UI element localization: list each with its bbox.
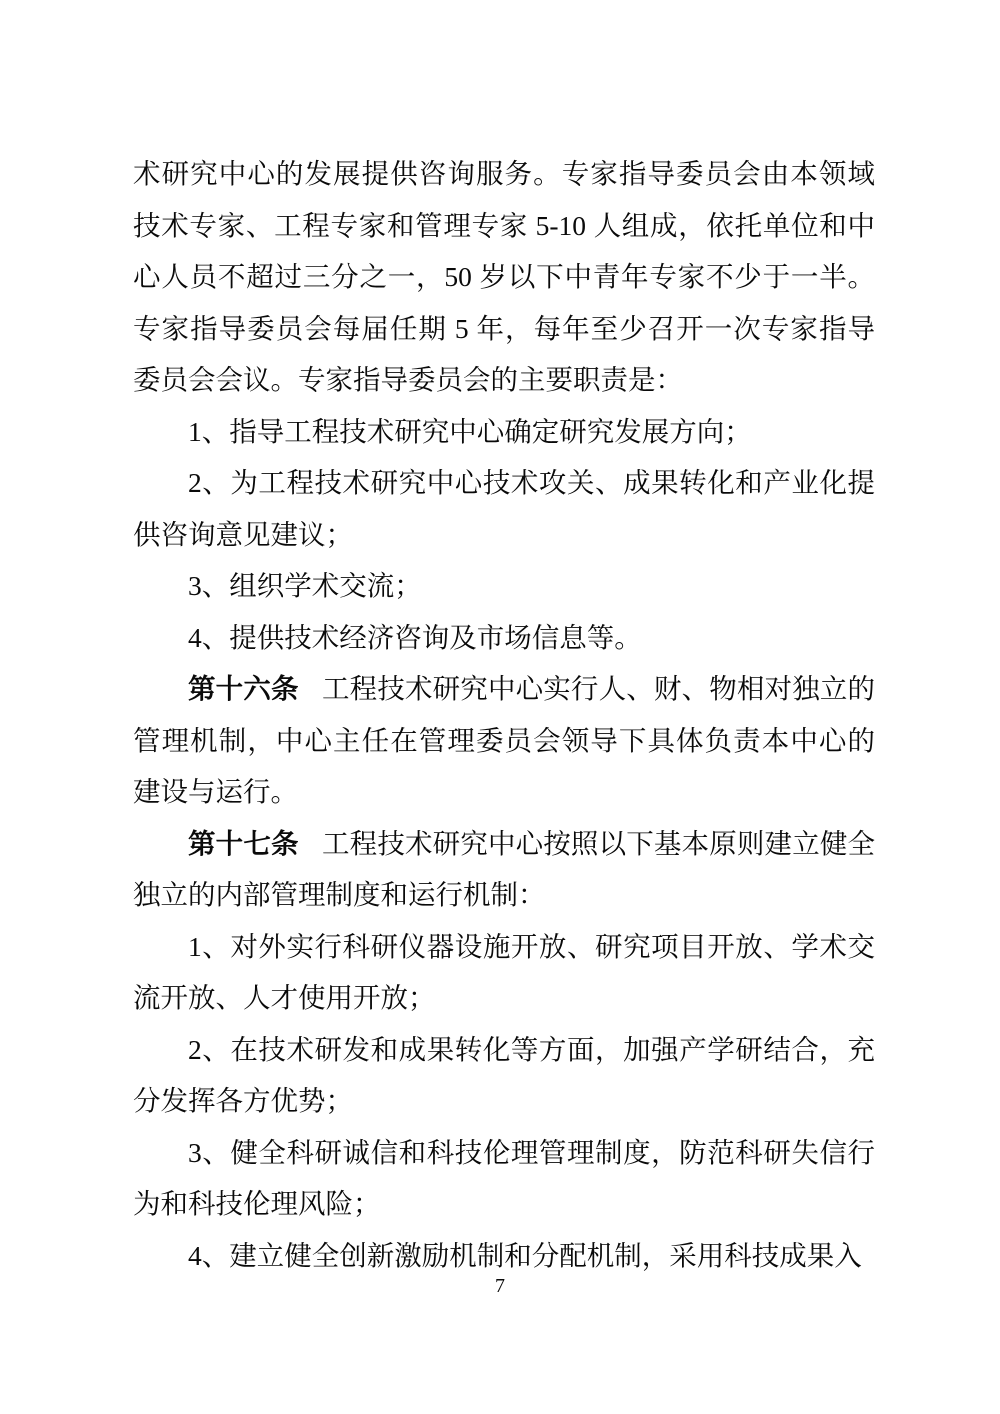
list-item-6: 2、在技术研发和成果转化等方面，加强产学研结合，充分发挥各方优势； — [133, 1033, 875, 1116]
list-item-8: 4、建立健全创新激励机制和分配机制，采用科技成果入 — [188, 1239, 862, 1271]
document-body — [133, 148, 875, 1281]
list-item-2: 2、为工程技术研究中心技术攻关、成果转化和产业化提供咨询意见建议； — [133, 467, 875, 550]
article-16-heading: 第十六条 — [188, 673, 299, 704]
article-17-text: 工程技术研究中心按照以下基本原则建立健全独立的内部管理制度和运行机制： — [133, 827, 876, 910]
list-item-3: 3、组织学术交流； — [188, 570, 422, 601]
list-item-4: 4、提供技术经济咨询及市场信息等。 — [188, 621, 642, 653]
list-item-1: 1、指导工程技术研究中心确定研究发展方向； — [188, 415, 752, 447]
article-17 — [133, 818, 875, 921]
article-16-text: 工程技术研究中心实行人、财、物相对独立的管理机制，中心主任在管理委员会领导下具体负责本中心的建设与运行。 — [133, 673, 876, 807]
article-16 — [133, 663, 875, 818]
list-item-7: 3、健全科研诚信和科技伦理管理制度，防范科研失信行为和科技伦理风险； — [133, 1136, 875, 1219]
paragraph-continuation: 术研究中心的发展提供咨询服务。专家指导委员会由本领域技术专家、工程专家和管理专家 5-10 人组成，依托单位和中心人员不超过三分之一，50 岁以下中青年专家不少于一半。专家指导委员会每届任期 5 年，每年至少召开一次专家指导委员会会议。专家指导委员会的主要职责是： — [133, 158, 875, 395]
article-17-heading: 第十七条 — [188, 827, 299, 859]
list-item-5: 1、对外实行科研仪器设施开放、研究项目开放、学术交流开放、人才使用开放； — [133, 930, 875, 1013]
page-number: 7 — [495, 1275, 505, 1297]
